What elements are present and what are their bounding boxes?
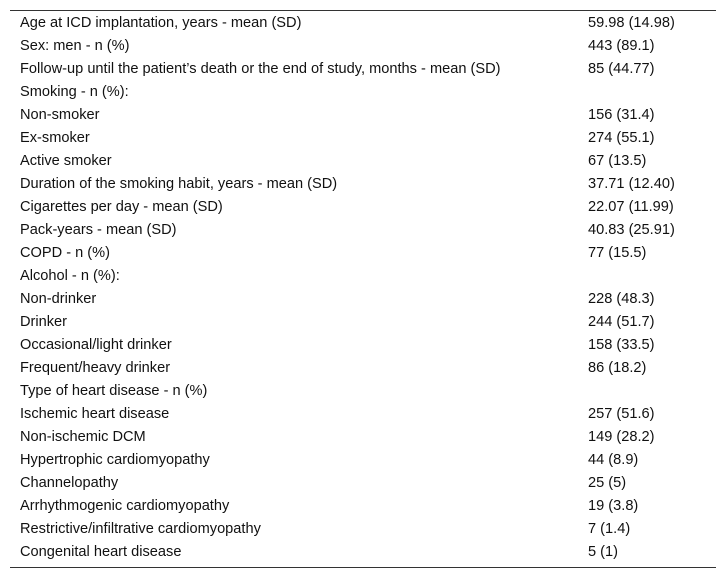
table-row — [10, 380, 716, 403]
row-value: 443 (89.1) — [588, 38, 655, 54]
row-label: Type of heart disease - n (%) — [20, 383, 208, 399]
table-row — [10, 541, 716, 564]
table-row — [10, 173, 716, 196]
row-value: 44 (8.9) — [588, 452, 639, 468]
row-value — [588, 81, 716, 104]
row-label: Congenital heart disease — [20, 544, 182, 560]
table-row — [10, 265, 716, 288]
row-value: 37.71 (12.40) — [588, 176, 675, 192]
table-row — [10, 12, 716, 35]
data-table — [10, 12, 716, 564]
row-value: 86 (18.2) — [588, 360, 647, 376]
row-value: 85 (44.77) — [588, 61, 655, 77]
table-row — [10, 35, 716, 58]
row-value: 67 (13.5) — [588, 153, 647, 169]
row-label: Cigarettes per day - mean (SD) — [20, 199, 223, 215]
row-value — [588, 380, 716, 403]
table-row — [10, 495, 716, 518]
row-value: 22.07 (11.99) — [588, 199, 674, 215]
row-value: 149 (28.2) — [588, 429, 655, 445]
table-row — [10, 357, 716, 380]
row-label: Occasional/light drinker — [20, 337, 172, 353]
row-label: Follow-up until the patient’s death or the end of study, months - mean (SD) — [20, 61, 501, 77]
row-value — [588, 265, 716, 288]
row-value: 5 (1) — [588, 544, 619, 560]
row-value: 40.83 (25.91) — [588, 222, 675, 238]
row-label: Age at ICD implantation, years - mean (SD) — [20, 15, 302, 31]
table-row — [10, 518, 716, 541]
row-label: Channelopathy — [20, 475, 119, 491]
table-row — [10, 334, 716, 357]
row-label: Drinker — [20, 314, 68, 330]
table-row — [10, 219, 716, 242]
row-value: 257 (51.6) — [588, 406, 655, 422]
baseline-characteristics-table — [10, 10, 716, 568]
table-row — [10, 58, 716, 81]
row-value: 25 (5) — [588, 475, 627, 491]
row-label: Non-drinker — [20, 291, 97, 307]
row-value: 59.98 (14.98) — [588, 15, 675, 31]
row-label: Non-smoker — [20, 107, 100, 123]
row-label: COPD - n (%) — [20, 245, 110, 261]
table-row — [10, 403, 716, 426]
row-value: 158 (33.5) — [588, 337, 655, 353]
row-value: 19 (3.8) — [588, 498, 639, 514]
row-label: Active smoker — [20, 153, 112, 169]
row-label: Alcohol - n (%): — [20, 268, 120, 284]
row-label: Ex-smoker — [20, 130, 90, 146]
table-row — [10, 426, 716, 449]
row-value: 7 (1.4) — [588, 521, 631, 537]
row-label: Sex: men - n (%) — [20, 38, 130, 54]
table-row — [10, 81, 716, 104]
row-label: Ischemic heart disease — [20, 406, 170, 422]
row-label: Pack-years - mean (SD) — [20, 222, 177, 238]
table-row — [10, 288, 716, 311]
table-row — [10, 472, 716, 495]
table-row — [10, 104, 716, 127]
row-label: Frequent/heavy drinker — [20, 360, 171, 376]
table-row — [10, 311, 716, 334]
row-value: 77 (15.5) — [588, 245, 647, 261]
table-row — [10, 449, 716, 472]
table-row — [10, 127, 716, 150]
row-value: 244 (51.7) — [588, 314, 655, 330]
row-label: Smoking - n (%): — [20, 84, 129, 100]
table-row — [10, 242, 716, 265]
row-label: Arrhythmogenic cardiomyopathy — [20, 498, 230, 514]
row-value: 156 (31.4) — [588, 107, 655, 123]
row-label: Non-ischemic DCM — [20, 429, 146, 445]
row-label: Restrictive/infiltrative cardiomyopathy — [20, 521, 261, 537]
row-value: 228 (48.3) — [588, 291, 655, 307]
row-label: Hypertrophic cardiomyopathy — [20, 452, 210, 468]
table-row — [10, 196, 716, 219]
row-label: Duration of the smoking habit, years - mean (SD) — [20, 176, 338, 192]
table-row — [10, 150, 716, 173]
row-value: 274 (55.1) — [588, 130, 655, 146]
